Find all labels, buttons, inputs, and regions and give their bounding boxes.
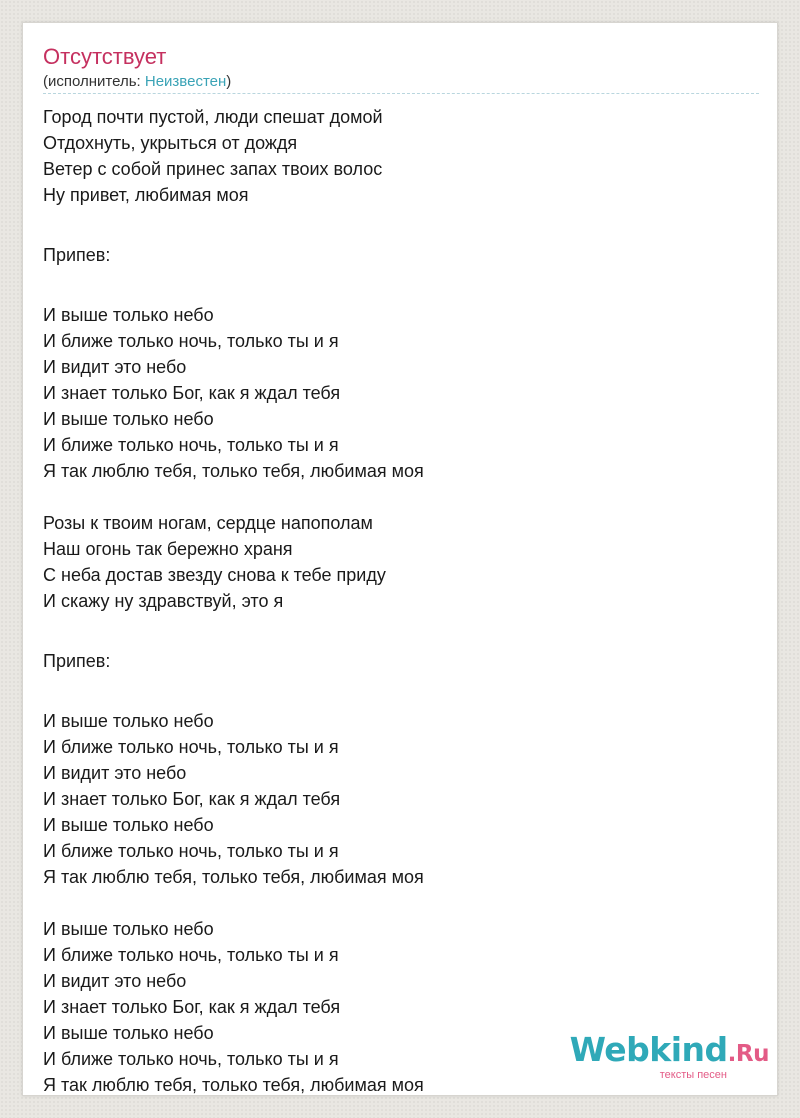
lyric-line: И выше только небо xyxy=(43,815,214,835)
lyric-line: И ближе только ночь, только ты и я xyxy=(43,841,339,861)
song-title: Отсутствует xyxy=(43,44,167,69)
artist-link[interactable]: Неизвестен xyxy=(144,73,227,90)
lyric-blank-line xyxy=(43,890,759,916)
artist-line xyxy=(43,73,231,91)
lyric-line: Отдохнуть, укрыться от дождя xyxy=(43,133,298,153)
lyric-line: Я так люблю тебя, только тебя, любимая моя xyxy=(43,867,424,887)
lyric-blank-line xyxy=(43,614,759,640)
lyric-blank-line xyxy=(43,268,759,294)
logo-wordmark xyxy=(570,1032,769,1072)
lyric-line: И выше только небо xyxy=(43,919,214,939)
lyric-line: И ближе только ночь, только ты и я xyxy=(43,737,339,757)
lyric-line: И видит это небо xyxy=(43,357,187,377)
lyric-line: И ближе только ночь, только ты и я xyxy=(43,435,339,455)
lyric-blank-line xyxy=(43,208,759,234)
lyric-line: И видит это небо xyxy=(43,763,187,783)
lyric-line: И ближе только ночь, только ты и я xyxy=(43,945,339,965)
lyric-line: Розы к твоим ногам, сердце напополам xyxy=(43,513,373,533)
lyric-line: Ветер с собой принес запах твоих волос xyxy=(43,159,383,179)
lyric-line: Ну привет, любимая моя xyxy=(43,185,249,205)
lyric-line: И выше только небо xyxy=(43,1023,214,1043)
lyric-line: Наш огонь так бережно храня xyxy=(43,539,293,559)
lyric-line: И ближе только ночь, только ты и я xyxy=(43,331,339,351)
lyric-line: И видит это небо xyxy=(43,971,187,991)
lyric-line: И знает только Бог, как я ждал тебя xyxy=(43,383,341,403)
logo-main-text: Webkind xyxy=(569,1030,728,1069)
lyric-line: С неба достав звезду снова к тебе приду xyxy=(43,565,386,585)
lyric-line: И знает только Бог, как я ждал тебя xyxy=(43,997,341,1017)
logo-tagline: тексты песен xyxy=(659,1069,727,1081)
lyric-line: Город почти пустой, люди спешат домой xyxy=(43,107,383,127)
lyric-line: Я так люблю тебя, только тебя, любимая моя xyxy=(43,461,424,481)
lyric-blank-line xyxy=(43,484,759,510)
lyrics-body xyxy=(43,104,759,1098)
chorus-label: Припев: xyxy=(43,245,111,265)
lyric-line: Я так люблю тебя, только тебя, любимая моя xyxy=(43,1075,424,1095)
lyric-line: И ближе только ночь, только ты и я xyxy=(43,1049,339,1069)
lyric-line: И знает только Бог, как я ждал тебя xyxy=(43,789,341,809)
artist-suffix: ) xyxy=(226,73,232,90)
lyric-line: И выше только небо xyxy=(43,409,214,429)
lyric-line: И скажу ну здравствуй, это я xyxy=(43,591,284,611)
lyric-line: И выше только небо xyxy=(43,305,214,325)
webkind-logo[interactable] xyxy=(570,1032,769,1081)
lyric-line: И выше только небо xyxy=(43,711,214,731)
lyric-blank-line xyxy=(43,674,759,700)
chorus-label: Припев: xyxy=(43,651,111,671)
dashed-divider xyxy=(43,93,759,94)
lyrics-card xyxy=(22,22,778,1096)
artist-prefix: (исполнитель: xyxy=(43,73,145,90)
logo-suffix: .Ru xyxy=(727,1041,769,1067)
